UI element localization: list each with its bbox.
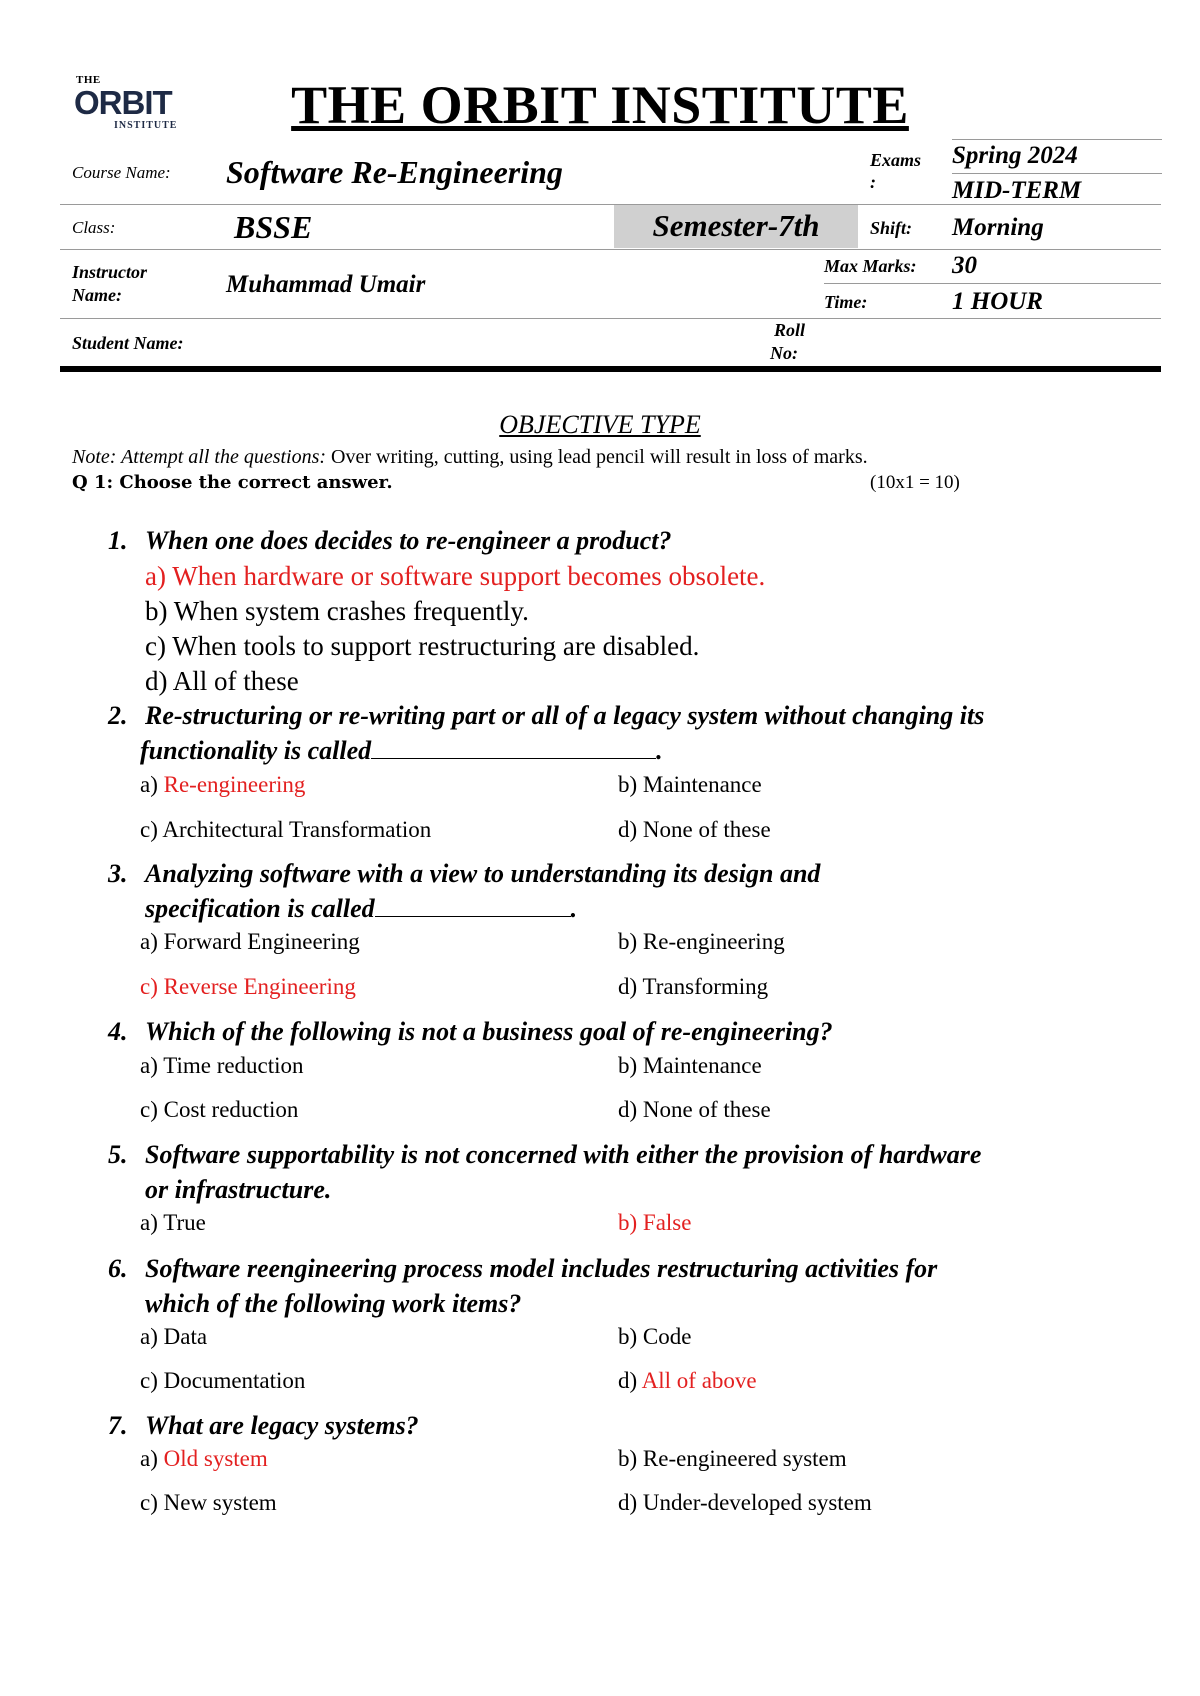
option-letter: a) — [140, 1324, 158, 1349]
instructor-name-value: Muhammad Umair — [226, 271, 426, 298]
question-2-text-line1: Re-structuring or re-writing part or all of a legacy system without changing its — [145, 701, 985, 730]
option-letter: d) — [618, 1097, 638, 1122]
question-3-option-a[interactable] — [140, 929, 360, 955]
question-2-option-c[interactable] — [140, 817, 431, 843]
option-text: Re-engineering — [157, 772, 306, 797]
question-3-text-line1: Analyzing software with a view to understanding its design and — [145, 859, 821, 888]
question-5-option-a[interactable] — [140, 1210, 206, 1236]
logo-orbit-text: ORBIT — [74, 84, 172, 121]
option-letter: c) — [140, 1097, 158, 1122]
question-4-text: Which of the following is not a business goal of re-engineering? — [145, 1017, 833, 1046]
course-name-value: Software Re-Engineering — [226, 154, 563, 190]
question-1-text: When one does decides to re-engineer a product? — [145, 526, 672, 555]
shift-label: Shift: — [870, 218, 913, 238]
header-divider — [60, 366, 1161, 372]
question-2-text-line2 — [140, 736, 663, 766]
option-letter: b) — [618, 1324, 638, 1349]
option-text: Architectural Transformation — [157, 817, 432, 842]
option-text: Transforming — [637, 974, 769, 999]
option-text: Maintenance — [637, 1053, 762, 1078]
option-letter: b) — [618, 772, 638, 797]
question-7-option-d[interactable] — [618, 1490, 872, 1516]
note-italic: Note: Attempt all the questions: — [72, 446, 327, 468]
page-title: THE ORBIT INSTITUTE — [291, 75, 909, 135]
option-text: Re-engineered system — [637, 1446, 847, 1471]
question-4-option-d[interactable] — [618, 1097, 771, 1123]
option-text: When hardware or software support becomes obsolete. — [172, 561, 766, 591]
question-5-text-line2: or infrastructure. — [145, 1175, 332, 1204]
question-6-option-b[interactable] — [618, 1324, 691, 1350]
option-text: Code — [637, 1324, 692, 1349]
q1-instruction: Q 1: Choose the correct answer. — [72, 472, 393, 493]
roll-no-label-line2: No: — [770, 343, 798, 363]
option-text: Reverse Engineering — [157, 974, 356, 999]
student-name-label: Student Name: — [72, 333, 184, 353]
note-text: Over writing, cutting, using lead pencil will result in loss of marks. — [326, 446, 868, 468]
option-text: Forward Engineering — [157, 929, 360, 954]
question-6-text-line1: Software reengineering process model includes restructuring activities for — [145, 1254, 938, 1283]
option-text: All of these — [172, 666, 299, 696]
question-7-option-c[interactable] — [140, 1490, 277, 1516]
question-6-number: 6. — [108, 1254, 128, 1283]
question-7-number: 7. — [108, 1411, 128, 1440]
question-5-number: 5. — [108, 1140, 128, 1169]
question-3-number: 3. — [108, 859, 128, 888]
option-letter: b) — [618, 1446, 638, 1471]
header-rule — [952, 139, 1162, 140]
option-letter: d) — [618, 817, 638, 842]
option-letter: c) — [140, 817, 158, 842]
logo-institute-text: INSTITUTE — [114, 120, 178, 131]
question-5-option-b[interactable] — [618, 1210, 691, 1236]
question-3-period: . — [570, 894, 578, 923]
question-3-option-c[interactable] — [140, 974, 356, 1000]
option-letter: d) — [618, 974, 638, 999]
option-text: New system — [157, 1490, 277, 1515]
question-6-option-c[interactable] — [140, 1368, 305, 1394]
option-letter: b) — [618, 929, 638, 954]
option-text: None of these — [637, 817, 771, 842]
question-1-number: 1. — [108, 526, 128, 555]
option-text: Time reduction — [157, 1053, 304, 1078]
option-text: When system crashes frequently. — [173, 596, 529, 626]
section-title: OBJECTIVE TYPE — [499, 410, 701, 439]
option-letter: a) — [140, 1210, 158, 1235]
question-4-number: 4. — [108, 1017, 128, 1046]
class-label: Class: — [72, 218, 116, 237]
class-value: BSSE — [234, 209, 313, 245]
exam-note — [72, 446, 868, 469]
answer-blank — [375, 896, 571, 917]
option-text: True — [157, 1210, 206, 1235]
option-letter: a) — [140, 1053, 158, 1078]
question-3-text-line2 — [145, 894, 577, 924]
question-4-option-b[interactable] — [618, 1053, 762, 1079]
option-letter: b) — [618, 1210, 638, 1235]
option-letter: b) — [145, 596, 168, 626]
header-rule — [824, 283, 1161, 284]
semester-value: Semester-7th — [614, 204, 858, 248]
header-rule — [952, 173, 1162, 174]
option-text: Cost reduction — [157, 1097, 299, 1122]
exam-term-value: Spring 2024 — [952, 142, 1078, 169]
logo-the-text: THE — [76, 74, 101, 86]
option-letter: a) — [140, 772, 158, 797]
option-text: False — [637, 1210, 692, 1235]
option-letter: d) — [145, 666, 168, 696]
option-text: Data — [157, 1324, 208, 1349]
question-3-option-d[interactable] — [618, 974, 768, 1000]
exams-colon: : — [870, 172, 876, 192]
question-4-option-c[interactable] — [140, 1097, 298, 1123]
answer-blank — [371, 738, 656, 759]
instructor-label-line1: Instructor — [72, 262, 148, 282]
question-3-option-b[interactable] — [618, 929, 785, 955]
question-5-text-line1: Software supportability is not concerned with either the provision of hardware — [145, 1140, 982, 1169]
shift-value: Morning — [952, 214, 1044, 241]
max-marks-value: 30 — [952, 252, 977, 279]
option-text: All of above — [637, 1368, 757, 1393]
question-3-text: specification is called — [145, 894, 375, 923]
question-7-option-b[interactable] — [618, 1446, 847, 1472]
question-1-option-a[interactable] — [145, 561, 765, 592]
option-text: Maintenance — [637, 772, 762, 797]
option-letter: b) — [618, 1053, 638, 1078]
option-letter: c) — [140, 1490, 158, 1515]
question-1-option-c[interactable] — [145, 631, 699, 662]
max-marks-label: Max Marks: — [824, 256, 917, 276]
q1-marks: (10x1 = 10) — [870, 472, 960, 493]
header-rule — [60, 249, 1161, 250]
option-letter: c) — [140, 1368, 158, 1393]
question-2-option-b[interactable] — [618, 772, 762, 798]
option-text: Documentation — [157, 1368, 306, 1393]
time-label: Time: — [824, 292, 868, 312]
option-letter: a) — [145, 561, 166, 591]
question-2-period: . — [656, 736, 663, 765]
exam-type-value: MID-TERM — [952, 177, 1082, 204]
question-2-number: 2. — [108, 701, 128, 730]
question-4-option-a[interactable] — [140, 1053, 304, 1079]
instructor-label-line2: Name: — [72, 285, 122, 305]
question-2-option-d[interactable] — [618, 817, 771, 843]
question-1-option-d[interactable] — [145, 666, 299, 697]
question-7-option-a[interactable] — [140, 1446, 268, 1472]
course-name-label: Course Name: — [72, 163, 171, 182]
option-text: None of these — [637, 1097, 771, 1122]
option-text: Old system — [157, 1446, 268, 1471]
option-text: When tools to support restructuring are disabled. — [172, 631, 700, 661]
question-1-option-b[interactable] — [145, 596, 529, 627]
option-letter: c) — [145, 631, 166, 661]
option-letter: a) — [140, 1446, 158, 1471]
option-letter: d) — [618, 1368, 638, 1393]
header-rule — [60, 318, 1161, 319]
exams-label: Exams — [870, 150, 922, 170]
option-text: Under-developed system — [637, 1490, 872, 1515]
question-7-text: What are legacy systems? — [145, 1411, 419, 1440]
header-rule — [60, 204, 1161, 205]
question-2-option-a[interactable] — [140, 772, 305, 798]
question-6-text-line2: which of the following work items? — [145, 1289, 522, 1318]
question-6-option-d[interactable] — [618, 1368, 757, 1394]
time-value: 1 HOUR — [952, 288, 1043, 315]
option-text: Re-engineering — [637, 929, 785, 954]
roll-no-label-line1: Roll — [774, 320, 806, 340]
option-letter: d) — [618, 1490, 638, 1515]
question-2-text: functionality is called — [140, 736, 372, 765]
question-6-option-a[interactable] — [140, 1324, 207, 1350]
option-letter: a) — [140, 929, 158, 954]
option-letter: c) — [140, 974, 158, 999]
